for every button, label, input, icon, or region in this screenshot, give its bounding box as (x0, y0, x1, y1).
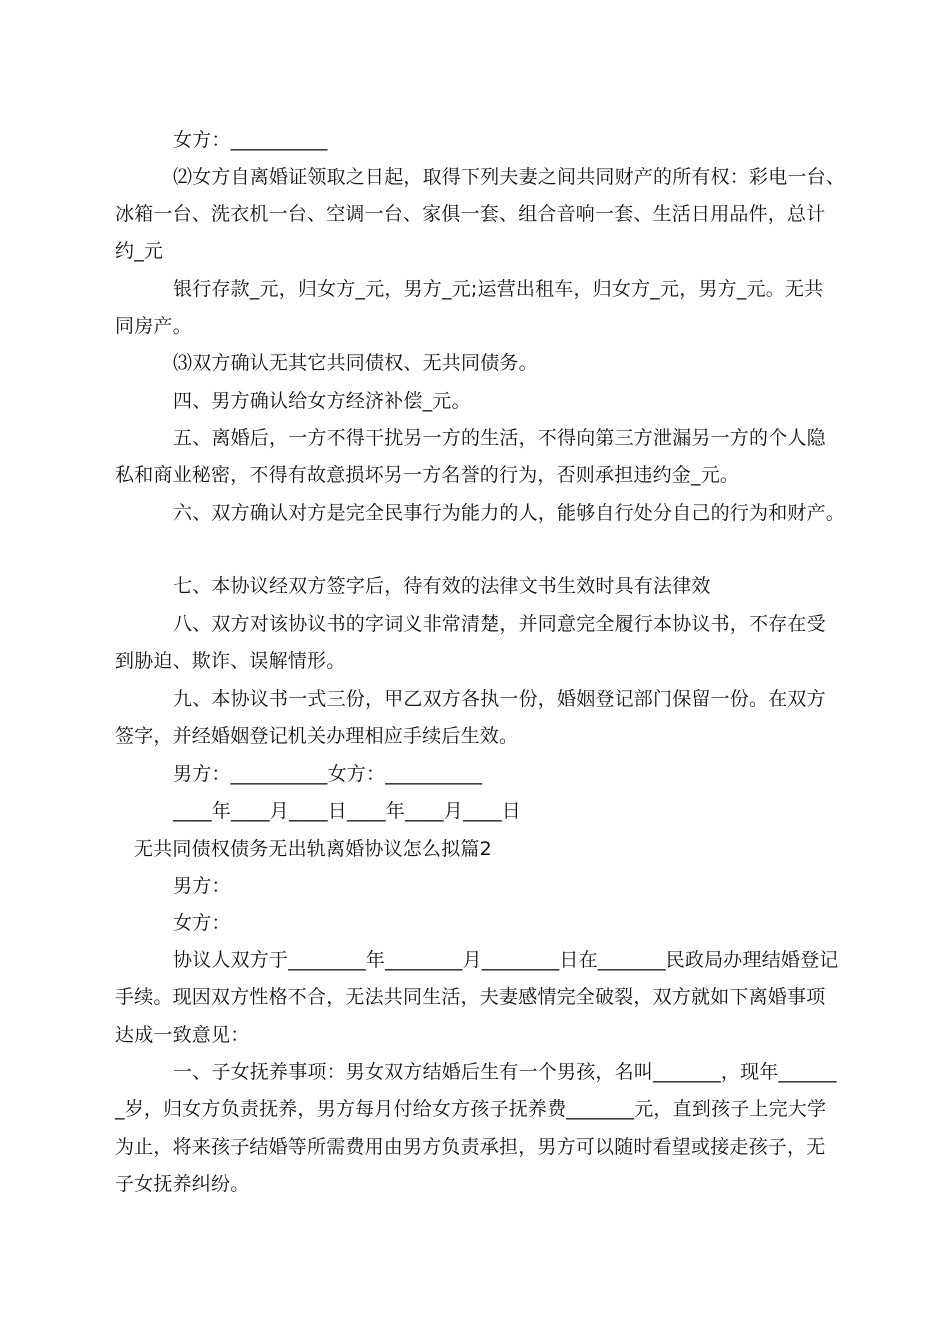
section-heading: 无共同债权债务无出轨离婚协议怎么拟篇2 (134, 838, 492, 860)
text-line: 私和商业秘密，不得有故意损坏另一方名誉的行为，否则承担违约金_元。 (115, 464, 740, 486)
text-line: _岁，归女方负责抚养，男方每月付给女方孩子抚养费_______元，直到孩子上完大学 (115, 1098, 827, 1120)
text-line: 五、离婚后，一方不得干扰另一方的生活，不得向第三方泄漏另一方的个人隐 (173, 427, 826, 449)
text-line: 八、双方对该协议书的字词义非常清楚，并同意完全履行本协议书，不存在受 (173, 613, 826, 635)
text-line: 协议人双方于________年________月________日在_______民政局办理结婚登记 (173, 949, 839, 971)
text-line: 七、本协议经双方签字后，待有效的法律文书生效时具有法律效 (173, 575, 711, 597)
text-line: 四、男方确认给女方经济补偿_元。 (173, 390, 471, 412)
text-line: 六、双方确认对方是完全民事行为能力的人，能够自行处分自己的行为和财产。 (173, 502, 846, 524)
text-line: 签字，并经婚姻登记机关办理相应手续后生效。 (115, 725, 519, 747)
text-line: 为止，将来孩子结婚等所需费用由男方负责承担，男方可以随时看望或接走孩子，无 (115, 1136, 826, 1158)
text-line: 达成一致意见： (115, 1024, 250, 1046)
text-line: 子女抚养纠纷。 (115, 1173, 250, 1195)
text-line: 同房产。 (115, 315, 192, 337)
text-line: 一、子女抚养事项：男女双方结婚后生有一个男孩，名叫_______，现年______ (173, 1061, 837, 1083)
text-line: 银行存款_元，归女方_元，男方_元;运营出租车，归女方_元，男方_元。无共 (173, 278, 824, 300)
text-line: ⑵女方自离婚证领取之日起，取得下列夫妻之间共同财产的所有权：彩电一台、 (173, 166, 846, 188)
text-line: 约_元 (115, 240, 164, 262)
date-line: ____年____月____日____年____月____日 (173, 800, 522, 822)
text-line: 冰箱一台、洗衣机一台、空调一台、家俱一套、组合音响一套、生活日用品件，总计 (115, 203, 826, 225)
text-line: 到胁迫、欺诈、误解情形。 (115, 650, 346, 672)
text-line: 女方： (173, 912, 231, 934)
text-line: 九、本协议书一式三份，甲乙双方各执一份，婚姻登记部门保留一份。在双方 (173, 688, 826, 710)
signature-line: 男方：__________女方：__________ (173, 763, 483, 785)
text-line: ⑶双方确认无其它共同债权、无共同债务。 (173, 352, 538, 374)
text-line: 手续。现因双方性格不合，无法共同生活，夫妻感情完全破裂，双方就如下离婚事项 (115, 986, 826, 1008)
text-line: 男方： (173, 875, 231, 897)
text-line: 女方：__________ (173, 129, 328, 151)
